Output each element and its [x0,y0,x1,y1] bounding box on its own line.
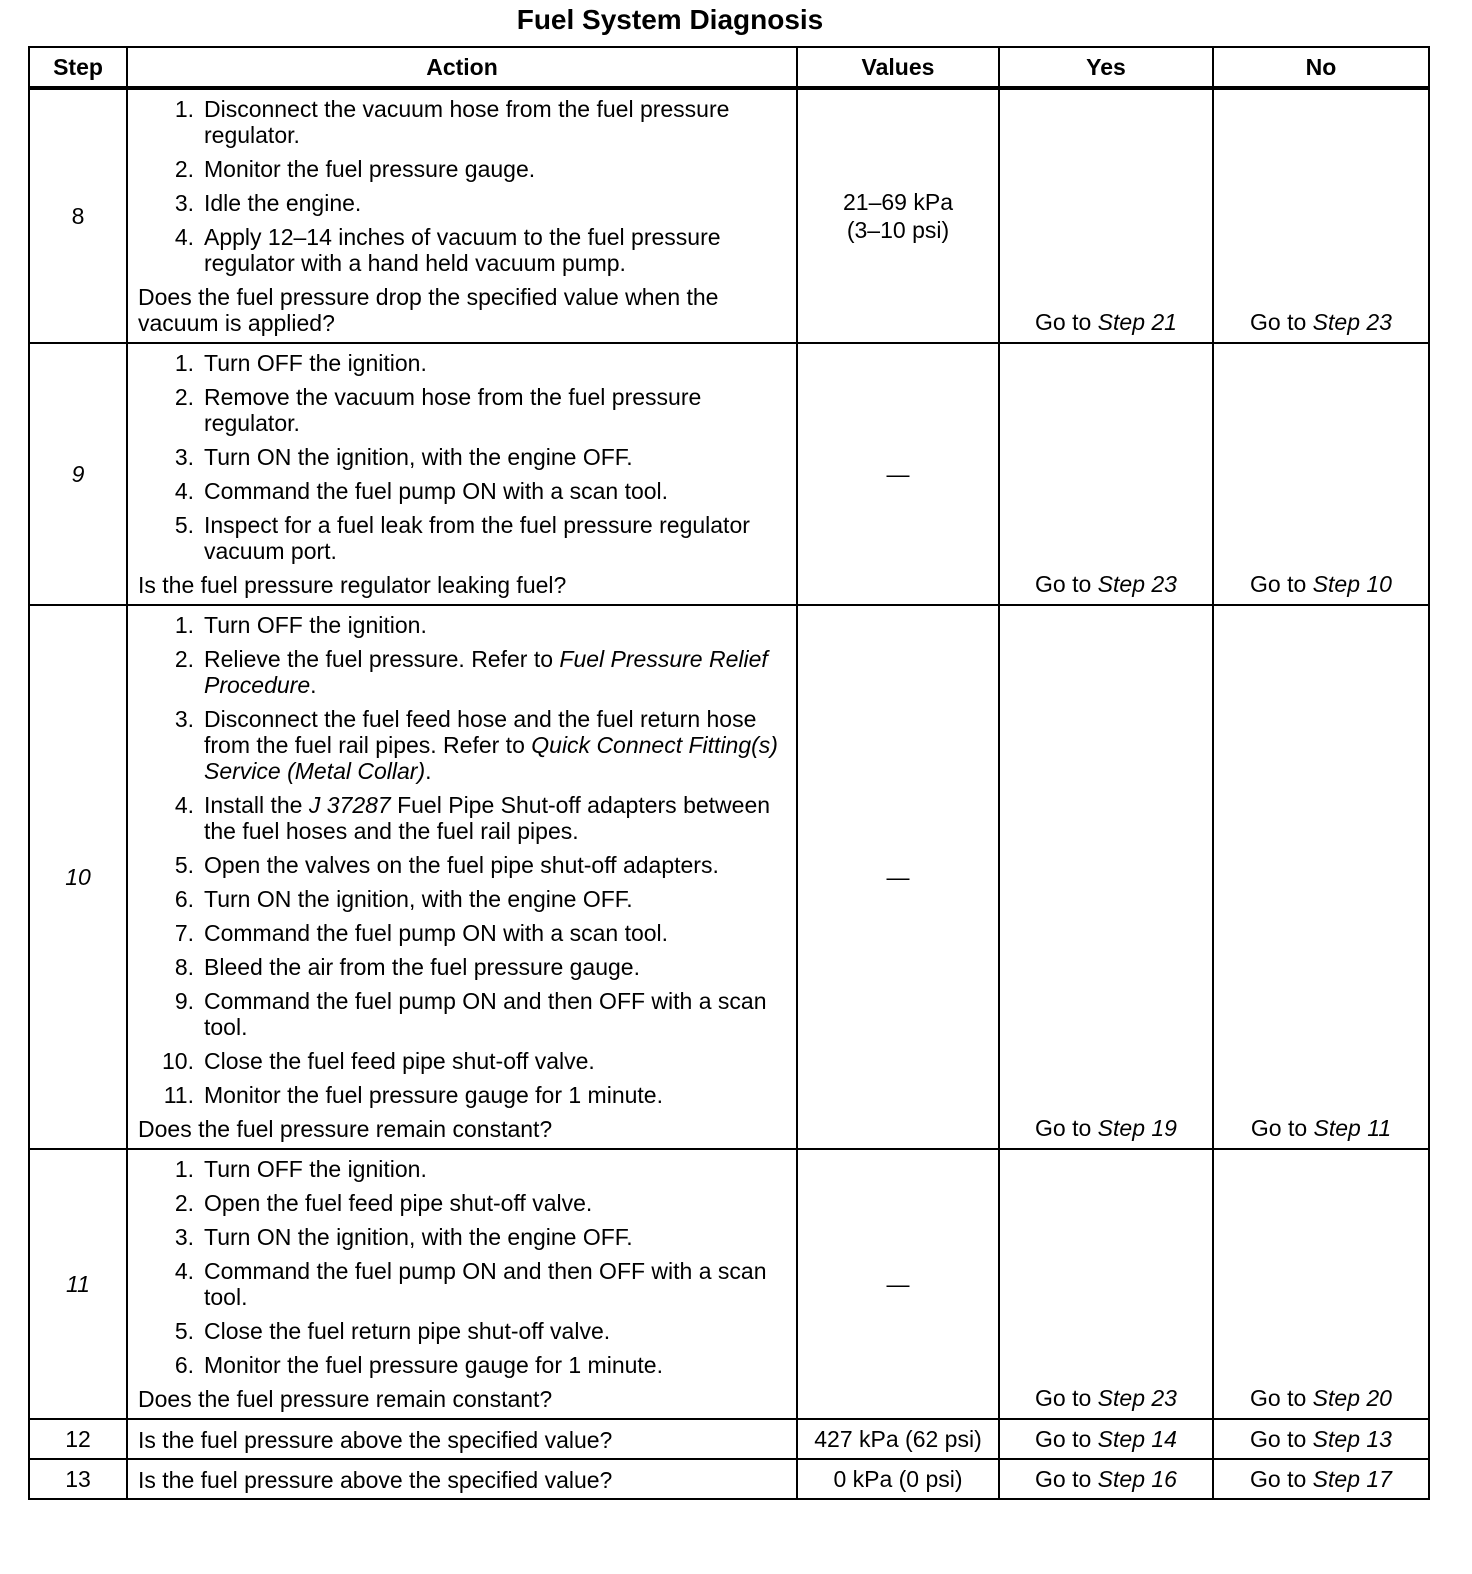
action-step [138,920,786,946]
no-cell [1213,1419,1429,1459]
action-step-text: Turn ON the ignition, with the engine OFF. [204,444,633,470]
header-action: Action [127,47,797,88]
action-steps-list [138,612,786,1108]
table-row [29,343,1429,605]
goto-step-link: Step 14 [1097,1425,1177,1452]
no-cell [1213,88,1429,343]
action-step-text: Close the fuel return pipe shut-off valve. [204,1318,611,1344]
action-step-text [204,1048,786,1074]
text-segment: Install the [204,792,309,818]
action-step [138,1082,786,1108]
action-step-text: Idle the engine. [204,190,362,216]
action-step-number: 5. [174,1318,194,1344]
values-cell [797,1459,999,1499]
table-row [29,605,1429,1149]
action-step-number: 10. [162,1048,194,1074]
action-step-text: Apply 12–14 inches of vacuum to the fuel pressure regulator with a hand held vacuum pump. [204,224,721,276]
yes-cell [999,605,1213,1149]
goto-step-link: Step 23 [1097,571,1177,597]
text-segment: . [425,758,432,784]
action-step [138,384,786,436]
action-step [138,886,786,912]
text-segment: Disconnect the fuel feed hose and the fuel return hose from the fuel rail pipes. Refer to [204,706,757,758]
header-values: Values [797,47,999,88]
action-step-text: Monitor the fuel pressure gauge. [204,156,536,182]
no-cell [1213,1149,1429,1419]
action-step [138,1048,786,1074]
text-segment: Turn ON the ignition, with the engine OFF. [204,886,633,912]
action-step-text: Monitor the fuel pressure gauge for 1 minute. [204,1352,663,1378]
action-step-number: 2. [174,1190,194,1216]
action-step [138,792,786,844]
action-steps-list [138,96,786,276]
values-cell [797,605,999,1149]
action-step-text: Remove the vacuum hose from the fuel pressure regulator. [204,384,702,436]
action-step-number: 7. [174,920,194,946]
action-step-number: 1. [174,612,194,638]
action-step-text: Open the fuel feed pipe shut-off valve. [204,1190,593,1216]
no-cell [1213,343,1429,605]
action-step [138,954,786,980]
action-step-number: 4. [174,478,194,504]
action-step-text [204,792,786,844]
values-cell [797,343,999,605]
action-step-number: 8. [174,954,194,980]
action-step [138,852,786,878]
action-question: Does the fuel pressure remain constant? [138,1386,553,1412]
action-question: Is the fuel pressure regulator leaking fuel? [138,572,567,598]
action-step-text [204,988,786,1040]
action-step-number: 4. [174,1258,194,1284]
value-text: — [886,461,910,487]
header-no: No [1213,47,1429,88]
action-step-text [204,920,786,946]
action-question: Is the fuel pressure above the specified value? [138,1467,613,1493]
values-cell [797,88,999,343]
step-number: 8 [29,88,127,343]
goto-step-link: Step 20 [1312,1385,1392,1411]
action-step [138,1156,786,1182]
text-segment: Close the fuel feed pipe shut-off valve. [204,1048,595,1074]
yes-cell [999,1149,1213,1419]
goto-step-link: Step 11 [1313,1115,1392,1141]
value-text: — [886,864,910,890]
goto-prefix: Go to [1035,1425,1098,1452]
action-step [138,190,786,216]
action-step [138,96,786,148]
action-cell [127,88,797,343]
value-text: — [886,1271,910,1297]
action-step-number: 11. [163,1082,194,1108]
value-text: (3–10 psi) [846,217,950,243]
action-step [138,1190,786,1216]
action-step-number: 3. [174,190,194,216]
action-step [138,478,786,504]
goto-prefix: Go to [1250,1465,1313,1492]
goto-prefix: Go to [1035,1115,1098,1141]
text-segment: Open the valves on the fuel pipe shut-off adapters. [204,852,719,878]
value-text: 0 kPa (0 psi) [833,1466,963,1492]
goto-step-link: Step 19 [1097,1115,1177,1141]
action-step [138,512,786,564]
goto-prefix: Go to [1250,1425,1313,1452]
action-cell [127,1419,797,1459]
action-step-number: 6. [174,1352,194,1378]
goto-prefix: Go to [1035,1465,1098,1492]
action-step-text: Command the fuel pump ON with a scan tool. [204,478,669,504]
value-text: 427 kPa (62 psi) [814,1426,982,1452]
action-step [138,1258,786,1310]
goto-prefix: Go to [1250,1385,1313,1411]
action-step-number: 3. [174,706,194,732]
goto-step-link: Step 13 [1312,1425,1392,1452]
no-cell [1213,1459,1429,1499]
action-step [138,156,786,182]
action-question: Does the fuel pressure drop the specified value when the vacuum is applied? [138,284,719,336]
action-step-text [204,852,786,878]
action-step-text: Turn OFF the ignition. [204,1156,427,1182]
action-question: Is the fuel pressure above the specified value? [138,1427,613,1453]
table-body [29,88,1429,1499]
step-number: 10 [29,605,127,1149]
action-step [138,1224,786,1250]
step-number: 13 [29,1459,127,1499]
action-step-number: 3. [174,1224,194,1250]
action-step-text [204,954,786,980]
text-segment: Bleed the air from the fuel pressure gauge. [204,954,640,980]
yes-cell [999,1419,1213,1459]
action-step-text: Turn OFF the ignition. [204,350,427,376]
action-step-text [204,612,786,638]
action-step-number: 3. [174,444,194,470]
goto-step-link: Step 17 [1312,1465,1392,1492]
action-step-text [204,886,786,912]
action-question: Does the fuel pressure remain constant? [138,1116,553,1142]
table-row [29,1459,1429,1499]
yes-cell [999,88,1213,343]
table-row [29,1149,1429,1419]
yes-cell [999,1459,1213,1499]
action-steps-list [138,350,786,564]
action-step-number: 6. [174,886,194,912]
header-step: Step [29,47,127,88]
action-step [138,612,786,638]
goto-prefix: Go to [1035,1385,1098,1411]
action-step-number: 2. [174,384,194,410]
text-segment: Relieve the fuel pressure. Refer to [204,646,560,672]
action-step-text: Command the fuel pump ON and then OFF with a scan tool. [204,1258,767,1310]
goto-step-link: Step 16 [1097,1465,1177,1492]
action-step-number: 5. [174,852,194,878]
reference-text: Quick Connect Fitting(s) Service (Metal Collar) [204,732,778,784]
value-text: 21–69 kPa [843,189,953,215]
reference-text: J 37287 [308,792,391,818]
action-step-text [204,646,786,698]
action-step-number: 1. [174,1156,194,1182]
action-step [138,646,786,698]
text-segment: Turn OFF the ignition. [204,612,427,638]
action-step-number: 9. [174,988,194,1014]
text-segment: Fuel Pipe Shut-off adapters between the fuel hoses and the fuel rail pipes. [204,792,771,844]
goto-prefix: Go to [1250,571,1313,597]
goto-step-link: Step 23 [1097,1385,1177,1411]
goto-prefix: Go to [1250,309,1313,335]
action-step-number: 2. [174,646,194,672]
goto-step-link: Step 10 [1312,571,1392,597]
goto-prefix: Go to [1035,309,1098,335]
action-step-number: 4. [174,224,194,250]
action-cell [127,1459,797,1499]
page-title: Fuel System Diagnosis [516,4,824,35]
action-cell [127,343,797,605]
table-row [29,1419,1429,1459]
action-step-text [204,1082,786,1108]
action-step [138,224,786,276]
text-segment: . [310,672,317,698]
no-cell [1213,605,1429,1149]
goto-step-link: Step 23 [1312,309,1392,335]
action-step-text: Turn ON the ignition, with the engine OFF. [204,1224,633,1250]
action-step [138,444,786,470]
goto-prefix: Go to [1250,1115,1314,1141]
step-number: 12 [29,1419,127,1459]
action-step [138,1318,786,1344]
text-segment: Monitor the fuel pressure gauge for 1 minute. [204,1082,663,1108]
action-step-number: 4. [174,792,194,818]
diagnosis-table [28,46,1430,1500]
goto-prefix: Go to [1035,571,1098,597]
action-step-number: 1. [174,350,194,376]
action-step-text [204,706,786,784]
values-cell [797,1149,999,1419]
table-row [29,88,1429,343]
yes-cell [999,343,1213,605]
text-segment: Command the fuel pump ON and then OFF with a scan tool. [204,988,767,1040]
action-step [138,706,786,784]
goto-step-link: Step 21 [1097,309,1177,335]
header-yes: Yes [999,47,1213,88]
text-segment: Command the fuel pump ON with a scan tool. [204,920,669,946]
action-step-text: Disconnect the vacuum hose from the fuel pressure regulator. [204,96,730,148]
action-cell [127,1149,797,1419]
action-steps-list [138,1156,786,1378]
action-cell [127,605,797,1149]
header-row [29,47,1429,88]
action-step [138,988,786,1040]
values-cell [797,1419,999,1459]
action-step-number: 1. [174,96,194,122]
action-step-number: 5. [174,512,194,538]
action-step [138,350,786,376]
action-step-number: 2. [174,156,194,182]
reference-text: Fuel Pressure Relief Procedure [204,646,768,698]
action-step-text: Inspect for a fuel leak from the fuel pressure regulator vacuum port. [204,512,750,564]
step-number: 9 [29,343,127,605]
action-step [138,1352,786,1378]
step-number: 11 [29,1149,127,1419]
